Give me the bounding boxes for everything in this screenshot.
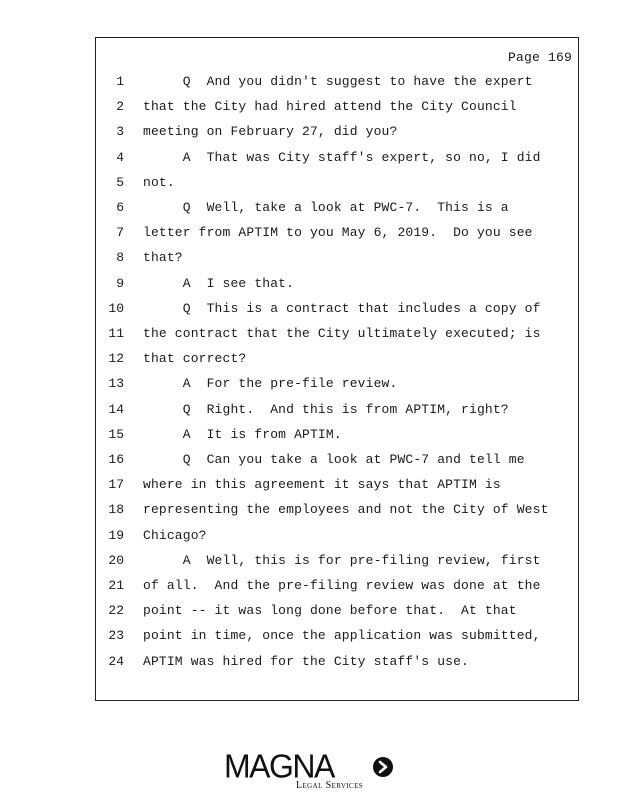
line-number: 6 (116, 200, 124, 215)
line-number: 3 (116, 124, 124, 140)
line-text: A I see that. (143, 275, 295, 291)
transcript-line (96, 497, 580, 522)
line-number: 5 (116, 174, 124, 190)
line-text: A That was City staff's expert, so no, I did (143, 149, 541, 165)
line-number: 11 (108, 326, 124, 341)
transcript-line (96, 296, 580, 321)
line-text: Q Can you take a look at PWC-7 and tell me (143, 452, 525, 467)
transcript-line (96, 649, 580, 674)
transcript-line (96, 598, 580, 623)
transcript-line (96, 422, 580, 447)
line-text: Q Right. And this is from APTIM, right? (143, 401, 509, 417)
line-number: 14 (108, 401, 124, 417)
line-text: point in time, once the application was submitted, (143, 628, 541, 644)
line-number: 2 (116, 99, 124, 115)
transcript-line (96, 523, 580, 548)
transcript-line (96, 245, 580, 270)
line-text: where in this agreement it says that APTIM is (143, 477, 501, 493)
line-text: letter from APTIM to you May 6, 2019. Do you see (143, 225, 533, 241)
line-number: 20 (108, 552, 124, 568)
line-number: 22 (108, 603, 124, 619)
page-number-label: Page 169 (507, 50, 572, 65)
line-number: 17 (108, 477, 124, 493)
line-number: 4 (116, 149, 124, 165)
transcript-line (96, 69, 580, 94)
transcript-line (96, 623, 580, 648)
line-text: representing the employees and not the City of West (143, 502, 549, 518)
transcript-line (96, 346, 580, 371)
line-text: that correct? (143, 351, 247, 367)
transcript-line (96, 271, 580, 296)
line-text: Q Well, take a look at PWC-7. This is a (143, 200, 509, 215)
line-number: 1 (116, 74, 124, 89)
transcript-line (96, 573, 580, 598)
line-number: 18 (108, 502, 124, 518)
line-text: meeting on February 27, did you? (143, 124, 398, 140)
line-text: A Well, this is for pre-filing review, first (143, 552, 541, 568)
line-number: 12 (108, 351, 124, 367)
line-number: 9 (116, 275, 124, 291)
line-text: that the City had hired attend the City Council (143, 99, 517, 115)
line-text: Chicago? (143, 527, 207, 543)
line-number: 10 (108, 300, 124, 316)
line-number: 23 (108, 628, 124, 644)
line-text: A For the pre-file review. (143, 376, 398, 392)
transcript-line (96, 371, 580, 396)
transcript-line (96, 170, 580, 195)
line-text: APTIM was hired for the City staff's use. (143, 653, 470, 669)
line-text: the contract that the City ultimately executed; is (143, 326, 541, 341)
line-number: 13 (108, 376, 124, 392)
transcript-line (96, 220, 580, 245)
logo-subtitle: Legal Services (296, 780, 364, 791)
line-number: 24 (108, 653, 124, 669)
transcript-line (96, 195, 580, 220)
line-text: point -- it was long done before that. At that (143, 603, 517, 619)
line-text: not. (143, 174, 175, 190)
transcript-line (96, 145, 580, 170)
line-text: Q And you didn't suggest to have the expert (143, 74, 533, 89)
transcript-page (95, 37, 579, 701)
line-number: 21 (108, 578, 124, 593)
transcript-line (96, 397, 580, 422)
transcript-line (96, 472, 580, 497)
magna-logo (224, 748, 396, 794)
transcript-line (96, 119, 580, 144)
line-text: Q This is a contract that includes a copy of (143, 300, 541, 316)
transcript-line (96, 321, 580, 346)
line-number: 7 (116, 225, 124, 241)
line-number: 19 (108, 527, 124, 543)
line-number: 8 (116, 250, 124, 266)
line-text: A It is from APTIM. (143, 426, 342, 442)
logo-wordmark: MAGNA (224, 746, 334, 785)
transcript-line (96, 447, 580, 472)
transcript-line (96, 548, 580, 573)
line-number: 15 (108, 426, 124, 442)
line-text: of all. And the pre-filing review was done at the (143, 578, 541, 593)
line-number: 16 (108, 452, 124, 467)
transcript-line (96, 94, 580, 119)
line-text: that? (143, 250, 183, 266)
chevron-right-circle-icon (372, 756, 394, 778)
